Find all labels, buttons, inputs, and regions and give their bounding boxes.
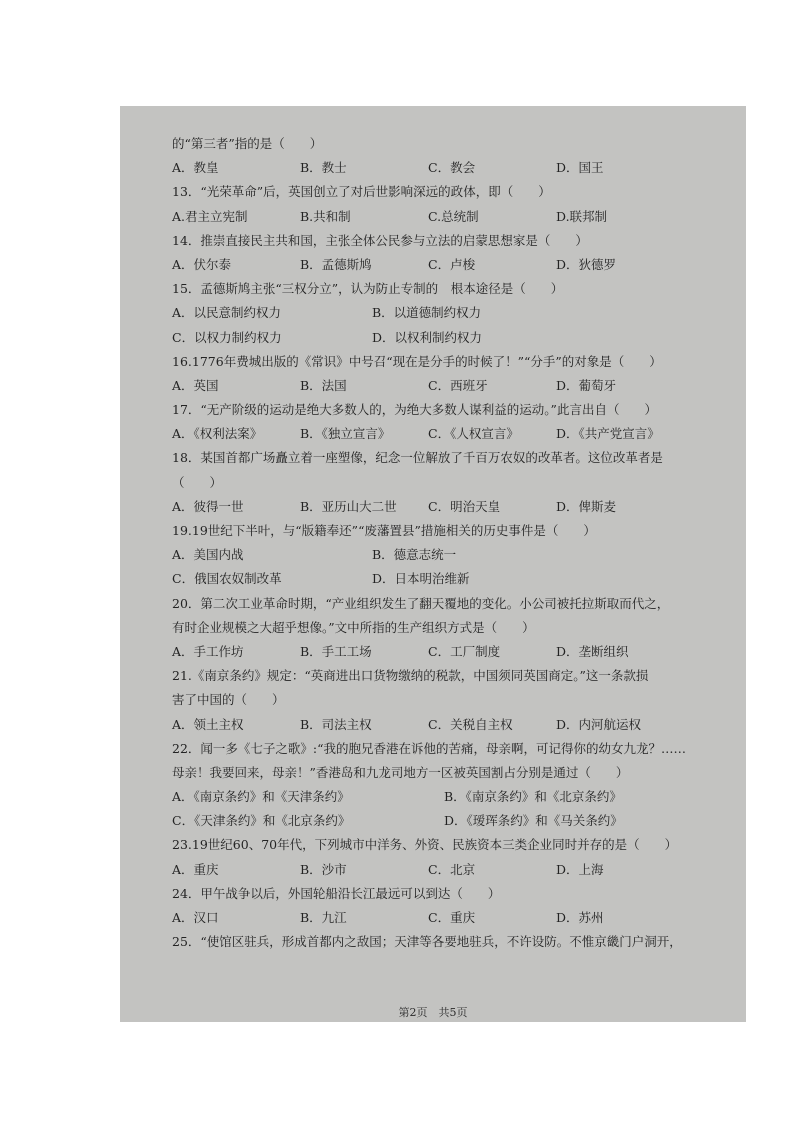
q16-option-d: D．葡萄牙 [556,377,617,393]
q23-stem: 23.19世纪60、70年代，下列城市中洋务、外资、民族资本三类企业同时并存的是（ ） [172,837,678,853]
q21-stem-cont: 害了中国的（ ） [172,692,285,708]
q17-option-d: D．《共产党宣言》 [556,426,660,442]
q13-option-c: C.总统制 [428,208,479,224]
q18-option-a: A．彼得一世 [172,498,244,514]
q24-options [172,906,718,930]
q22-stem: 22．闻一多《七子之歌》:“我的胞兄香港在诉他的苦痛，母亲啊，可记得你的幼女九龙？…… [172,740,687,756]
q18-stem-cont: （ ） [172,474,223,490]
q18-option-c: C．明治天皇 [428,498,501,514]
q15-option-b: B．以道德制约权力 [372,305,482,321]
q17-option-c: C．《人权宣言》 [428,426,519,442]
q21-options [172,713,718,737]
q20-option-d: D．垄断组织 [556,643,629,659]
q13-option-d: D.联邦制 [556,208,608,224]
q17-option-a: A．《权利法案》 [172,426,263,442]
q14-stem: 14．推崇直接民主共和国，主张全体公民参与立法的启蒙思想家是（ ） [172,232,588,248]
q14-option-a: A．伏尔泰 [172,256,232,272]
q18-option-d: D．俾斯麦 [556,498,617,514]
q24-option-b: B．九江 [300,910,347,925]
q17-option-b: B．《独立宣言》 [300,426,391,442]
q18-options [172,495,718,519]
q20-options [172,640,718,664]
q16-option-b: B．法国 [300,377,347,393]
q17-stem: 17．“无产阶级的运动是绝大多数人的，为绝大多数人谋利益的运动。”此言出自（ ） [172,402,657,418]
q16-stem: 16.1776年费城出版的《常识》中号召“现在是分手的时候了！”“分手”的对象是（ ） [172,353,662,369]
q22-stem-cont: 母亲！我要回来，母亲！”香港岛和九龙司地方一区被英国割占分别是通过（ ） [172,764,629,780]
q12-option-d: D．国王 [556,160,604,176]
q23-option-a: A．重庆 [172,861,219,877]
q15-option-c: C．以权力制约权力 [172,329,282,345]
q23-option-b: B．沙市 [300,861,347,877]
q18-option-b: B．亚历山大二世 [300,498,397,514]
q20-option-b: B．手工工场 [300,643,372,659]
q12-option-b: B．教士 [300,160,347,176]
q22-options-row1 [172,785,718,809]
q18-stem: 18．某国首都广场矗立着一座塑像，纪念一位解放了千百万农奴的改革者。这位改革者是 [172,450,663,466]
q19-option-a: A．美国内战 [172,547,244,563]
q22-option-d: D．《瑷珲条约》和《马关条约》 [444,813,623,829]
exam-page [120,106,746,1022]
q24-stem: 24．甲午战争以后，外国轮船沿长江最远可以到达（ ） [172,885,501,901]
q24-option-d: D．苏州 [556,910,604,925]
q15-option-a: A．以民意制约权力 [172,305,282,321]
q13-option-a: A.君主立宪制 [172,208,248,224]
q15-stem: 15．孟德斯鸠主张“三权分立”，认为防止专制的 根本途径是（ ） [172,281,564,297]
q23-option-d: D．上海 [556,861,604,877]
q21-option-b: B．司法主权 [300,716,372,732]
q22-option-c: C．《天津条约》和《北京条约》 [172,813,351,829]
q22-option-b: B．《南京条约》和《北京条约》 [444,789,622,805]
q21-option-a: A．领土主权 [172,716,244,732]
q19-options-row2 [172,567,718,591]
q12-option-a: A．教皇 [172,160,219,176]
q12-options [172,156,718,180]
q21-option-d: D．内河航运权 [556,716,642,732]
q19-stem: 19.19世纪下半叶，与“版籍奉还”“废藩置县”措施相关的历史事件是（ ） [172,523,596,538]
q20-option-a: A．手工作坊 [172,643,244,659]
q22-option-a: A．《南京条约》和《天津条约》 [172,789,350,805]
q16-option-a: A．英国 [172,377,219,393]
q24-option-c: C．重庆 [428,910,476,925]
q19-option-d: D．日本明治维新 [372,571,470,587]
q20-option-c: C．工厂制度 [428,643,501,659]
q14-option-c: C．卢梭 [428,256,476,272]
q15-options-row2 [172,326,718,350]
q16-options [172,374,718,398]
q19-options-row1 [172,543,718,567]
q21-option-c: C．关税自主权 [428,716,513,732]
q12-stem: 的“第三者”指的是（ ） [172,136,323,151]
q20-stem: 20．第二次工业革命时期，“产业组织发生了翻天覆地的变化。小公司被托拉斯取而代之， [172,595,670,611]
q14-option-d: D．狄德罗 [556,256,617,272]
page-footer: 第2页 共5页 [398,1006,468,1019]
q16-option-c: C．西班牙 [428,377,488,393]
q15-option-d: D．以权利制约权力 [372,329,483,345]
q14-option-b: B．孟德斯鸠 [300,256,372,272]
q25-stem: 25．“使馆区驻兵，形成首都内之敌国；天津等各要地驻兵，不许设防。不惟京畿门户洞开， [172,934,682,950]
q24-option-a: A．汉口 [172,910,219,925]
q13-option-b: B.共和制 [300,208,351,224]
q20-stem-cont: 有时企业规模之大超乎想像。”文中所指的生产组织方式是（ ） [172,619,535,635]
q17-options [172,422,718,446]
q23-options [172,858,718,882]
q14-options [172,253,718,277]
q12-option-c: C．教会 [428,160,476,176]
q15-options-row1 [172,301,718,325]
q19-option-b: B．德意志统一 [372,547,457,563]
q22-options-row2 [172,809,718,833]
q13-stem: 13．“光荣革命”后，英国创立了对后世影响深远的政体，即（ ） [172,184,551,200]
q19-option-c: C．俄国农奴制改革 [172,571,282,587]
q21-stem: 21.《南京条约》规定：“英商进出口货物缴纳的税款，中国须同英国商定。”这一条款损 [172,668,649,684]
q23-option-c: C．北京 [428,861,476,877]
q13-options [172,205,718,229]
